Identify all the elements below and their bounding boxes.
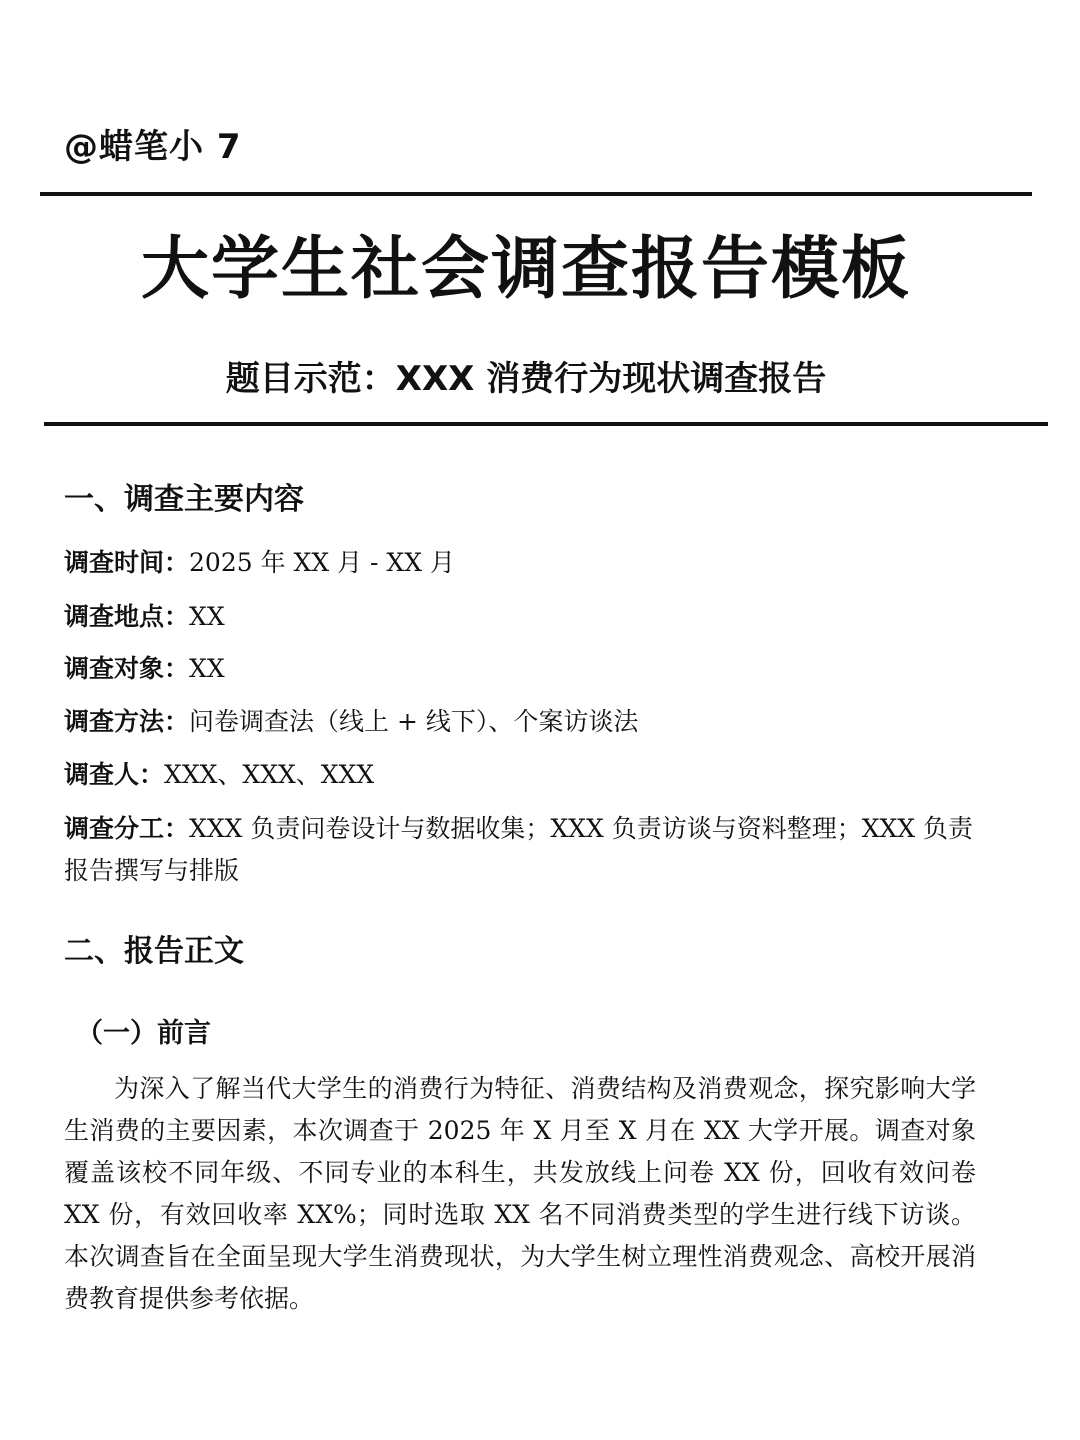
info-row-division-of-labor bbox=[64, 808, 976, 892]
info-label: 调查地点： bbox=[64, 602, 190, 631]
info-row-surveyors bbox=[64, 754, 976, 796]
info-value: XXX 负责问卷设计与数据收集；XXX 负责访谈与资料整理；XXX 负责报告撰写与排版 bbox=[64, 814, 974, 885]
info-row-survey-time bbox=[64, 542, 976, 584]
info-label: 调查人： bbox=[64, 760, 165, 789]
info-label: 调查分工： bbox=[64, 814, 190, 843]
info-value: XX bbox=[189, 654, 225, 683]
info-value: XX bbox=[189, 602, 225, 631]
document-title: 大学生社会调查报告模板 bbox=[140, 230, 911, 309]
subsection-heading-preface: （一）前言 bbox=[76, 1018, 211, 1049]
info-label: 调查对象： bbox=[64, 654, 190, 683]
info-value: 问卷调查法（线上 + 线下）、个案访谈法 bbox=[189, 707, 639, 736]
info-label: 调查时间： bbox=[64, 548, 190, 577]
preface-paragraph: 为深入了解当代大学生的消费行为特征、消费结构及消费观念，探究影响大学生消费的主要因素，本次调查于 2025 年 X 月至 X 月在 XX 大学开展。调查对象覆盖该校不同年级、不同专业的本科生，共发放线上问卷 XX 份，回收有效问卷 XX 份，有效回收率 XX%；同时选取 XX 名不同消费类型的学生进行线下访谈。本次调查旨在全面呈现大学生消费现状，为大学生树立理性消费观念、高校开展消费教育提供参考依据。 bbox=[64, 1074, 976, 1313]
info-row-survey-method bbox=[64, 701, 976, 743]
section-heading-survey-content: 一、调查主要内容 bbox=[64, 482, 304, 517]
info-value: XXX、XXX、XXX bbox=[164, 760, 375, 789]
info-value: 2025 年 XX 月 - XX 月 bbox=[189, 548, 455, 577]
bottom-divider bbox=[44, 422, 1048, 426]
section-heading-report-body: 二、报告正文 bbox=[64, 934, 244, 969]
info-row-survey-subject bbox=[64, 648, 976, 690]
author-handle: @蜡笔小 7 bbox=[64, 127, 242, 167]
document-subtitle: 题目示范：XXX 消费行为现状调查报告 bbox=[225, 359, 827, 399]
top-divider bbox=[40, 192, 1032, 196]
info-row-survey-location bbox=[64, 596, 976, 638]
info-label: 调查方法： bbox=[64, 707, 190, 736]
